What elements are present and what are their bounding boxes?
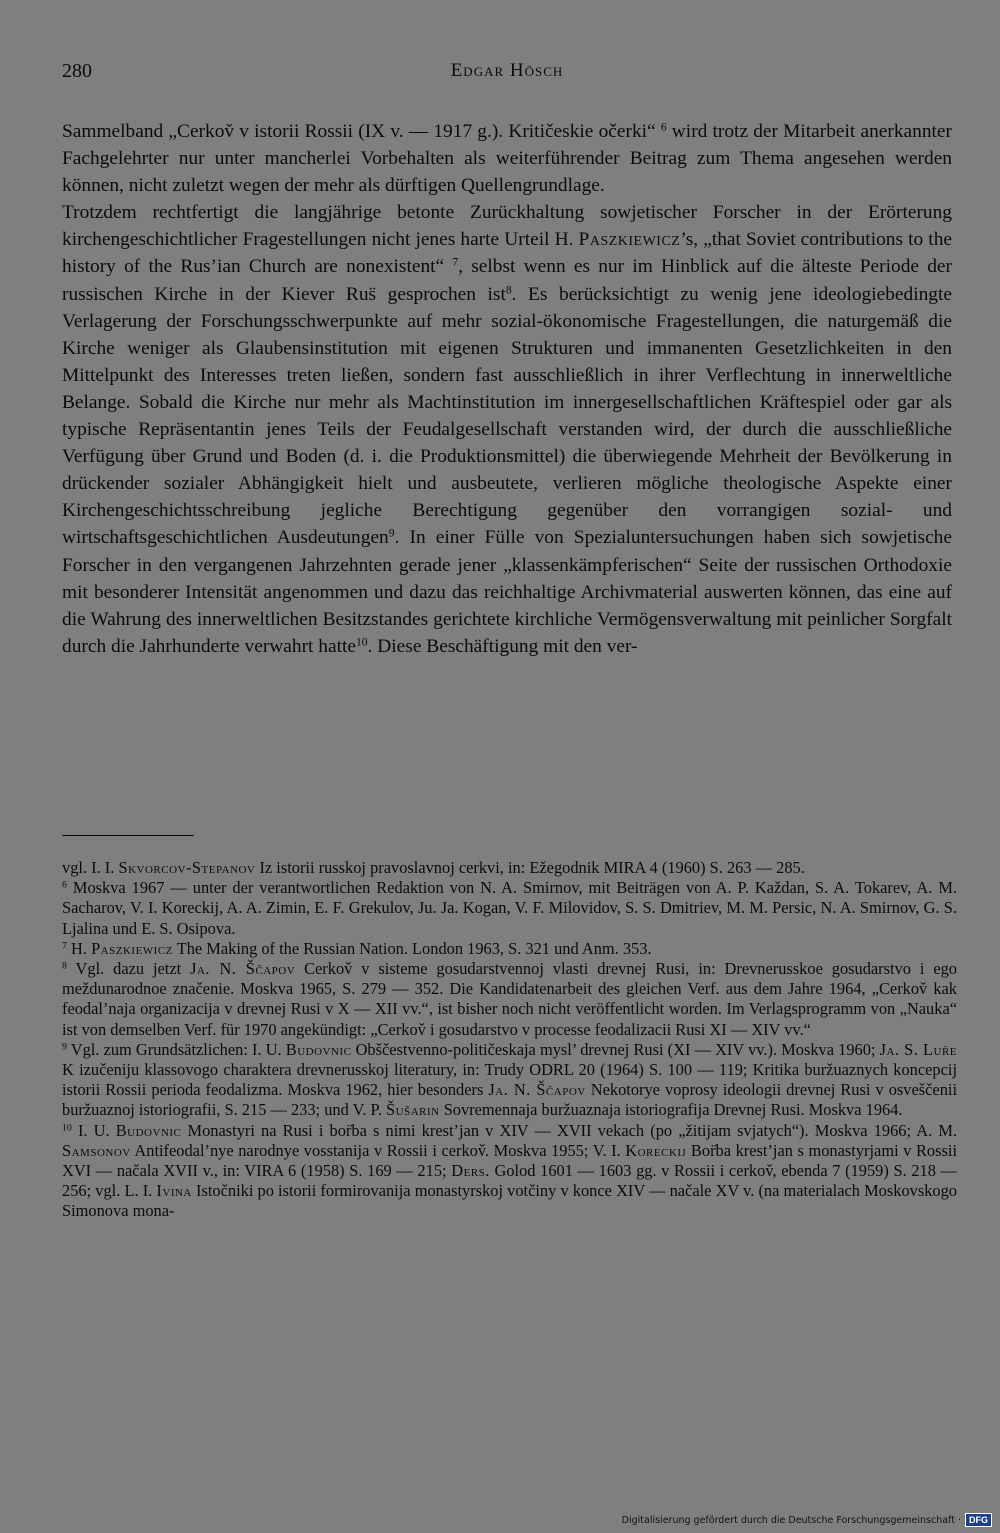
running-head: Edgar Hösch: [450, 60, 564, 81]
text-run: Nekotorye voprosy ideologii drevnej Rusi v osveščenii buržuaznoj istoriografii, S. 215 — 233; und V. P.: [62, 1080, 957, 1120]
text-run: Istočniki po istorii formirovanija monastyrskoj votčiny v konce XIV — načale XV v. (na materialach Moskovskogo Simonova mona-: [62, 1181, 957, 1221]
author-name: Ivina: [156, 1181, 192, 1201]
author-name: Budovnic: [115, 1120, 182, 1140]
text-run: Trotzdem rechtfertigt die langjährige betonte Zurückhaltung sowjetischer Forscher in der Erörterung kirchengeschichtlicher Fragestellungen nicht jenes harte Urteil H.: [62, 202, 952, 251]
author-name: Skvorcov-Stepanov: [118, 858, 256, 877]
footnote-number: 8: [62, 960, 67, 972]
text-run: Golod 1601 — 1603 gg. v Rossii i cerkov̌, ebenda 7 (1959) S. 218 — 256; vgl. L. I.: [62, 1161, 957, 1201]
text-run: . In einer Fülle von Spezialuntersuchungen haben sich sowjetische Forscher in den vergangenen Jahrzehnten gerade jener „klassenkämpferischen“ Seite der russischen Orthodoxie mit besonderer Intensität angenommen und dazu das reichhaltige Archivmaterial auswerten können, das eine auf die Wahrung des innerweltlichen Besitzstandes gerichtete kirchliche Vermögensverwaltung mit peinlicher Sorgfalt durch die Jahrhunderte verwahrt hatte: [62, 527, 952, 657]
footnote-ref-9: 9: [388, 527, 395, 541]
text-run: Sammelband „Cerkov̌ v istorii Rossii (IX v. — 1917 g.). Kritičeskie očerki“: [62, 121, 661, 142]
author-name: Koreckij: [625, 1140, 687, 1160]
digitization-credit: [622, 1513, 992, 1527]
text-run: Monastyri na Rusi i bor̈ba s nimi krest’jan v XIV — XVII vekach (po „žitijam svjatych“). Moskva 1966; A. M.: [181, 1120, 957, 1140]
footnote-ref-8: 8: [505, 283, 512, 297]
text-run: Bor̈ba krest’jan s monastyrjami v Rossii XVI — načala XVII v., in: VIRA 6 (1958) S. 169 — 215;: [62, 1140, 957, 1181]
footnote-7: [62, 939, 957, 959]
text-run: . Es berücksichtigt zu wenig jene ideologiebedingte Verlagerung der Forschungsschwerpunkte auf mehr sozial-ökonomische Fragestellungen, die naturgemäß die Kirche weniger als Glaubensinstitution mit eigenen Strukturen und immanenten Gesetzlichkeiten in den Mittelpunkt des Interesses treten ließen, sondern fast ausschließlich in ihrer Verflechtung in innerweltliche Belange. Sobald die Kirche nur mehr als Machtinstitution im innergesellschaftlichen Kräftespiel oder gar als typische Repräsentantin jenes Teils der Feudalgesellschaft verstanden wird, der durch die ausschließliche Verfügung über Grund und Boden (d. i. die Produktionsmittel) die überwiegende Mehrheit der Bevölkerung in drückender sozialer Abhängigkeit hielt und ausbeutete, verlieren mögliche theologische Aspekte einer Kirchengeschichtsschreibung jegliche Berechtigung gegenüber den vorrangigen sozial- und wirtschaftsgeschichtlichen Ausdeutungen: [62, 283, 952, 549]
footnote-number: 6: [62, 879, 67, 891]
footnote-6: [62, 878, 957, 939]
footnote-ref-7: 7: [452, 256, 459, 270]
text-run: Moskva 1967 — unter der verantwortlichen Redaktion von N. A. Smirnov, mit Beiträgen von A. P. Každan, S. A. Tokarev, A. M. Sacharov, V. I. Koreckij, A. A. Zimin, E. F. Grekulov, Ju. Ja. Kogan, V. F. Milovidov, S. S. Dmitriev, M. M. Persic, N. A. Smirnov, G. S. Ljalina und E. S. Osipova.: [62, 878, 957, 938]
footnote-ref-6: 6: [660, 120, 667, 134]
paragraph-2: [62, 199, 952, 660]
author-name: Šušarin: [386, 1100, 440, 1120]
footnote-number: 7: [62, 940, 67, 952]
text-run: I. U.: [71, 1120, 116, 1140]
text-run: Iz istorii russkoj pravoslavnoj cerkvi, in: Ežegodnik MIRA 4 (1960) S. 263 — 285.: [255, 858, 805, 877]
author-name: Samsonov: [62, 1140, 131, 1160]
body-text: [62, 118, 952, 660]
text-run: Vgl. zum Grundsätzlichen: I. U.: [66, 1039, 286, 1059]
text-run: wird trotz der Mitarbeit anerkannter Fachgelehrter nur unter mancherlei Vorbehalten als weiterführender Beitrag zum Thema angesehen werden können, nicht zuletzt wegen der mehr als dürftigen Quellengrundlage.: [62, 121, 952, 197]
author-name: Ders.: [451, 1161, 490, 1181]
author-name: Paszkiewicz: [578, 229, 681, 251]
author-name: Ja. S. Lur̈e: [879, 1039, 958, 1059]
text-run: Antifeodal’nye narodnye vosstanija v Rossii i cerkov̌. Moskva 1955; V. I.: [130, 1140, 626, 1160]
footnote-9: [62, 1040, 957, 1121]
page-header: [62, 60, 952, 90]
text-run: . Diese Beschäftigung mit den ver-: [367, 635, 638, 657]
text-run: H.: [66, 938, 92, 958]
footnote-separator: [62, 835, 194, 836]
author-name: Ja. N. Ščapov: [488, 1080, 586, 1100]
text-run: K izučeniju klassovogo charaktera drevnerusskoj literatury, in: Trudy ODRL 20 (1964) S. 100 — 119; Kritika buržuaznych koncepcij istorii Rossii perioda feodalizma. Moskva 1962, hier besonders: [62, 1060, 957, 1100]
text-run: Vgl. dazu jetzt: [66, 959, 191, 979]
dfg-logo: DFG: [965, 1513, 992, 1527]
page-number: 280: [62, 60, 92, 82]
text-run: Sovremennaja buržuaznaja istoriografija Drevnej Rusi. Moskva 1964.: [439, 1100, 903, 1120]
paragraph-1: [62, 118, 952, 199]
text-run: ’s, „that Soviet contributions to the history of the Rus’ian Church are nonexistent“: [62, 229, 952, 278]
footnote-8: [62, 959, 957, 1040]
footnote-number: 9: [62, 1041, 67, 1053]
footnote-5-continued: [62, 858, 957, 878]
footnotes: [62, 858, 957, 1222]
author-name: Paszkiewicz: [91, 938, 173, 958]
credit-text: Digitalisierung gefördert durch die Deutsche Forschungsgemeinschaft ·: [621, 1514, 961, 1526]
text-run: vgl. I. I.: [62, 858, 119, 877]
text-run: , selbst wenn es nur im Hinblick auf die älteste Periode der russischen Kirche in der Kiever Rus̈ gesprochen ist: [62, 256, 952, 305]
text-run: Obščestvenno-političeskaja mysl’ drevnej Rusi (XI — XIV vv.). Moskva 1960;: [351, 1039, 880, 1059]
author-name: Ja. N. Ščapov: [190, 959, 296, 979]
footnote-number: 10: [62, 1122, 72, 1134]
footnote-ref-10: 10: [355, 635, 368, 649]
text-run: The Making of the Russian Nation. London 1963, S. 321 und Anm. 353.: [172, 938, 652, 958]
footnote-10: [62, 1121, 957, 1222]
author-name: Budovnic: [285, 1039, 352, 1059]
text-run: Cerkov̌ v sisteme gosudarstvennoj vlasti drevnej Rusi, in: Drevnerusskoe gosudarstvo i ego meždunarodnoe značenie. Moskva 1965, S. 279 — 352. Die Kandidatenarbeit des gleichen Verf. aus dem Jahre 1964, „Cerkov̌ kak feodal’naja organizacija v drevnej Rusi v X — XII vv.“, ist bisher noch nicht veröffentlicht worden. Im Verlagsprogramm von „Nauka“ ist von demselben Verf. für 1970 angekündigt: „Cerkov̌ i gosudarstvo v processe feodalizacii Rusi XI — XIV vv.“: [62, 959, 958, 1039]
